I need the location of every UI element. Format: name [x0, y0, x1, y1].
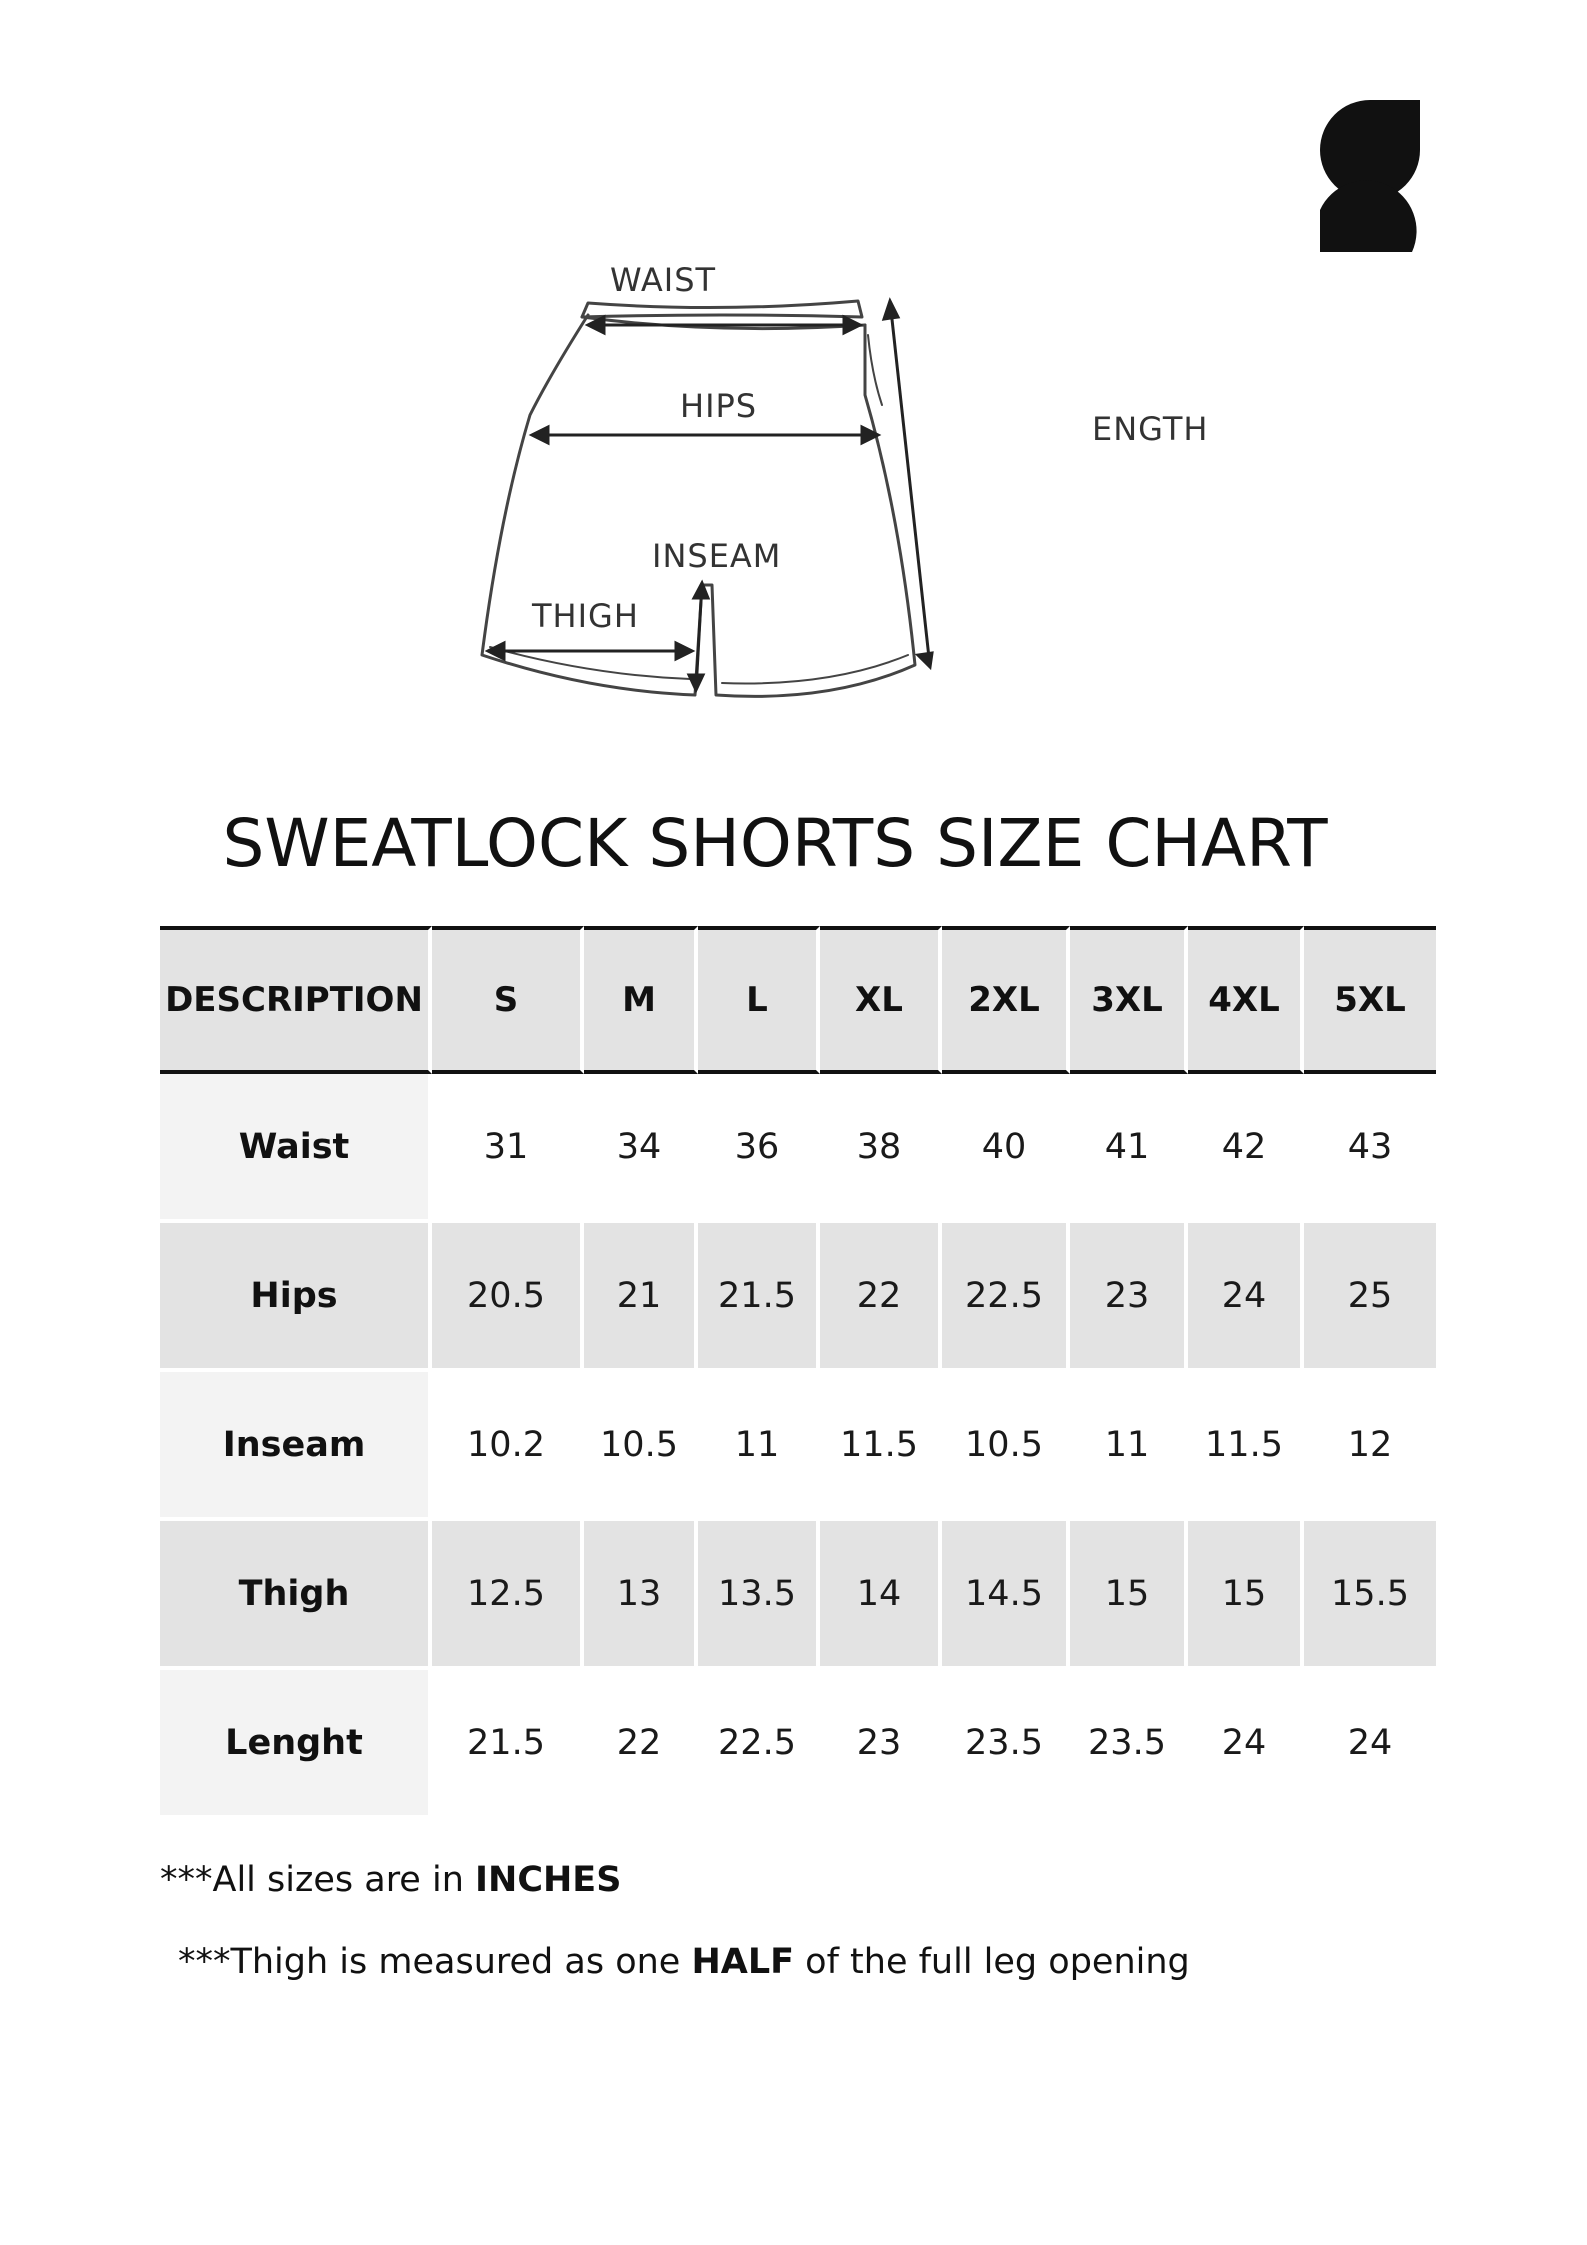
g-logo-icon	[1320, 100, 1420, 252]
table-cell: 12	[1304, 1372, 1436, 1521]
table-cell: 15	[1070, 1521, 1188, 1670]
row-label: Hips	[160, 1223, 432, 1372]
size-chart-table	[160, 926, 1436, 1819]
note-units	[160, 1860, 621, 1900]
table-cell: 15	[1188, 1521, 1304, 1670]
table-cell: 12.5	[432, 1521, 584, 1670]
table-cell: 24	[1188, 1223, 1304, 1372]
header-description: DESCRIPTION	[160, 926, 432, 1074]
table-cell: 23	[820, 1670, 942, 1819]
table-cell: 13.5	[698, 1521, 820, 1670]
table-cell: 11.5	[1188, 1372, 1304, 1521]
row-label: Lenght	[160, 1670, 432, 1819]
table-cell: 10.2	[432, 1372, 584, 1521]
table-cell: 23.5	[942, 1670, 1070, 1819]
row-label: Thigh	[160, 1521, 432, 1670]
header-size-5xl: 5XL	[1304, 926, 1436, 1074]
table-cell: 41	[1070, 1074, 1188, 1223]
table-cell: 21.5	[698, 1223, 820, 1372]
table-cell: 40	[942, 1074, 1070, 1223]
table-row	[160, 1670, 1436, 1819]
shorts-diagram	[470, 255, 1230, 725]
table-cell: 23.5	[1070, 1670, 1188, 1819]
table-cell: 13	[584, 1521, 698, 1670]
table-cell: 22.5	[698, 1670, 820, 1819]
table-cell: 11.5	[820, 1372, 942, 1521]
table-cell: 34	[584, 1074, 698, 1223]
page-title: SWEATLOCK SHORTS SIZE CHART	[222, 805, 1328, 882]
table-row	[160, 1223, 1436, 1372]
table-cell: 21.5	[432, 1670, 584, 1819]
waistband-outline	[582, 301, 862, 317]
table-cell: 38	[820, 1074, 942, 1223]
header-size-4xl: 4XL	[1188, 926, 1304, 1074]
table-cell: 14.5	[942, 1521, 1070, 1670]
table-row	[160, 1521, 1436, 1670]
waist-label: WAIST	[610, 261, 717, 299]
table-cell: 25	[1304, 1223, 1436, 1372]
hips-label: HIPS	[680, 387, 758, 425]
table-row	[160, 1372, 1436, 1521]
header-size-l: L	[698, 926, 820, 1074]
header-size-m: M	[584, 926, 698, 1074]
table-cell: 15.5	[1304, 1521, 1436, 1670]
table-cell: 31	[432, 1074, 584, 1223]
note-thigh	[178, 1942, 1190, 1982]
note-text: of the full leg opening	[794, 1942, 1190, 1982]
note-text: ***Thigh is measured as one	[178, 1942, 692, 1982]
row-label: Inseam	[160, 1372, 432, 1521]
header-size-2xl: 2XL	[942, 926, 1070, 1074]
table-cell: 11	[1070, 1372, 1188, 1521]
note-emphasis: INCHES	[475, 1860, 622, 1900]
note-text: ***All sizes are in	[160, 1860, 475, 1900]
table-cell: 22	[820, 1223, 942, 1372]
header-size-xl: XL	[820, 926, 942, 1074]
header-size-s: S	[432, 926, 584, 1074]
table-header-row	[160, 926, 1436, 1074]
length-label: ENGTH	[1092, 410, 1209, 448]
table-cell: 22	[584, 1670, 698, 1819]
table-cell: 10.5	[942, 1372, 1070, 1521]
table-cell: 21	[584, 1223, 698, 1372]
table-cell: 36	[698, 1074, 820, 1223]
table-cell: 24	[1304, 1670, 1436, 1819]
table-cell: 10.5	[584, 1372, 698, 1521]
header-size-3xl: 3XL	[1070, 926, 1188, 1074]
table-cell: 23	[1070, 1223, 1188, 1372]
table-cell: 43	[1304, 1074, 1436, 1223]
table-cell: 24	[1188, 1670, 1304, 1819]
table-cell: 14	[820, 1521, 942, 1670]
table-cell: 22.5	[942, 1223, 1070, 1372]
note-emphasis: HALF	[691, 1942, 795, 1982]
table-cell: 42	[1188, 1074, 1304, 1223]
table-row	[160, 1074, 1436, 1223]
inseam-label: INSEAM	[652, 537, 782, 575]
row-label: Waist	[160, 1074, 432, 1223]
thigh-label: THIGH	[532, 597, 639, 635]
table-cell: 11	[698, 1372, 820, 1521]
table-cell: 20.5	[432, 1223, 584, 1372]
